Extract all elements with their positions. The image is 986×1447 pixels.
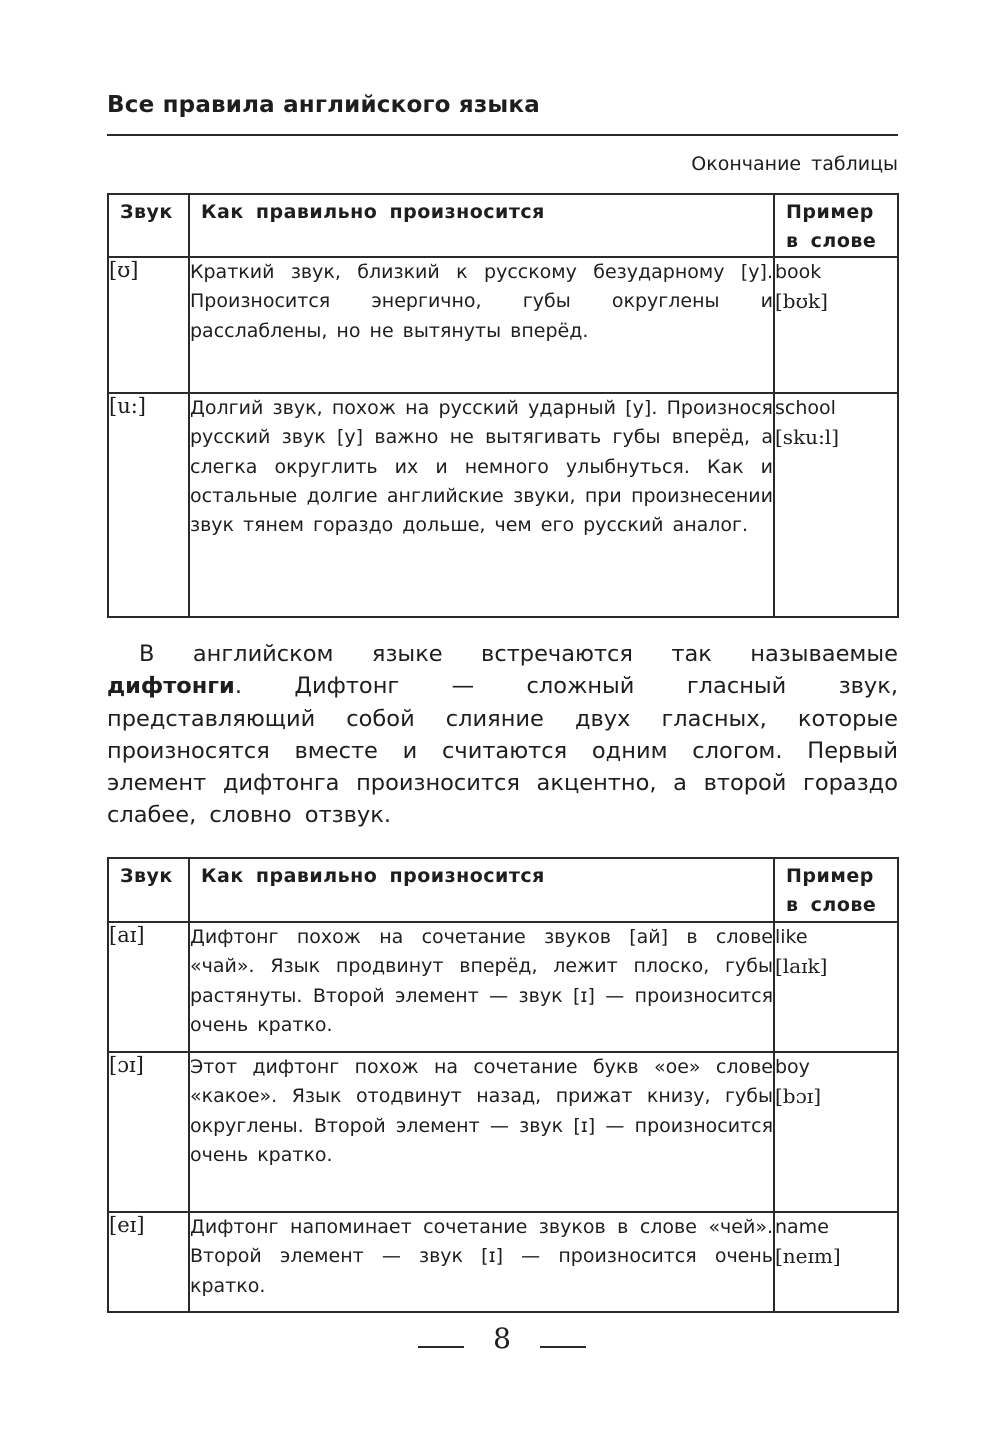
example-word: boy: [775, 1056, 810, 1078]
sound-symbol: [u:]: [108, 393, 189, 617]
header-rule: [107, 134, 898, 136]
example-word: book: [775, 261, 822, 283]
term-diphthongs: дифтонги: [107, 673, 235, 700]
pronunciation-description: Дифтонг похож на сочетание звуков [ай] в слове «чай». Язык продвинут вперёд, лежит плоско, губы растянуты. Второй элемент — звук [ɪ] — произносится очень кратко.: [189, 922, 774, 1052]
example-transcription: [bɔɪ]: [775, 1084, 822, 1108]
table-continuation-note: Окончание таблицы: [691, 153, 898, 175]
running-head: Все правила английского языка: [107, 92, 540, 118]
sound-symbol: [eɪ]: [108, 1212, 189, 1312]
table-row: [108, 1052, 898, 1212]
header-example: Пример в слове: [774, 194, 898, 257]
table-row: [108, 1212, 898, 1312]
header-sound: Звук: [108, 858, 189, 922]
example-cell: [774, 1212, 898, 1312]
table-header-row: [108, 194, 898, 257]
table-row: [108, 393, 898, 617]
phonetics-table-1: [107, 193, 899, 618]
example-transcription: [neɪm]: [775, 1244, 841, 1268]
example-transcription: [laɪk]: [775, 954, 828, 978]
pronunciation-description: Долгий звук, похож на русский ударный [у]. Произнося русский звук [у] важно не вытягивать губы вперёд, а слегка округлить их и немного улыбнуться. Как и остальные долгие английские звуки, при произнесении звук тянем гораздо дольше, чем его русский аналог.: [189, 393, 774, 617]
pronunciation-description: Краткий звук, близкий к русскому безударному [у]. Произносится энергично, губы округлены и расслаблены, но не вытянуты вперёд.: [189, 257, 774, 393]
example-transcription: [sku:l]: [775, 425, 840, 449]
sound-symbol: [aɪ]: [108, 922, 189, 1052]
example-cell: [774, 257, 898, 393]
table-row: [108, 922, 898, 1052]
example-cell: [774, 922, 898, 1052]
header-example: Пример в слове: [774, 858, 898, 922]
sound-symbol: [ɔɪ]: [108, 1052, 189, 1212]
example-cell: [774, 393, 898, 617]
example-word: name: [775, 1216, 829, 1238]
paragraph-text-before: В английском языке встречаются так называемые: [139, 641, 898, 667]
header-how: Как правильно произносится: [189, 194, 774, 257]
header-sound: Звук: [108, 194, 189, 257]
page-footer: [418, 1318, 586, 1358]
diphthong-paragraph: [107, 638, 898, 832]
pronunciation-description: Дифтонг напоминает сочетание звуков в слове «чей». Второй элемент — звук [ɪ] — произносится очень кратко.: [189, 1212, 774, 1312]
page-number: 8: [493, 1322, 511, 1355]
phonetics-table-2: [107, 857, 899, 1313]
paragraph-text-after: . Дифтонг — сложный гласный звук, представляющий собой слияние двух гласных, которые произносятся вместе и считаются одним слогом. Первый элемент дифтонга произносится акцентно, а второй гораздо слабее, словно отзвук.: [107, 673, 898, 829]
pronunciation-description: Этот дифтонг похож на сочетание букв «ое» слове «какое». Язык отодвинут назад, прижат книзу, губы округлены. Второй элемент — звук [ɪ] — произносится очень кратко.: [189, 1052, 774, 1212]
header-how: Как правильно произносится: [189, 858, 774, 922]
example-cell: [774, 1052, 898, 1212]
example-transcription: [bʊk]: [775, 289, 828, 313]
table-header-row: [108, 858, 898, 922]
sound-symbol: [ʊ]: [108, 257, 189, 393]
folio-dash-right: [540, 1346, 586, 1348]
table-row: [108, 257, 898, 393]
example-word: like: [775, 926, 808, 948]
example-word: school: [775, 397, 836, 419]
